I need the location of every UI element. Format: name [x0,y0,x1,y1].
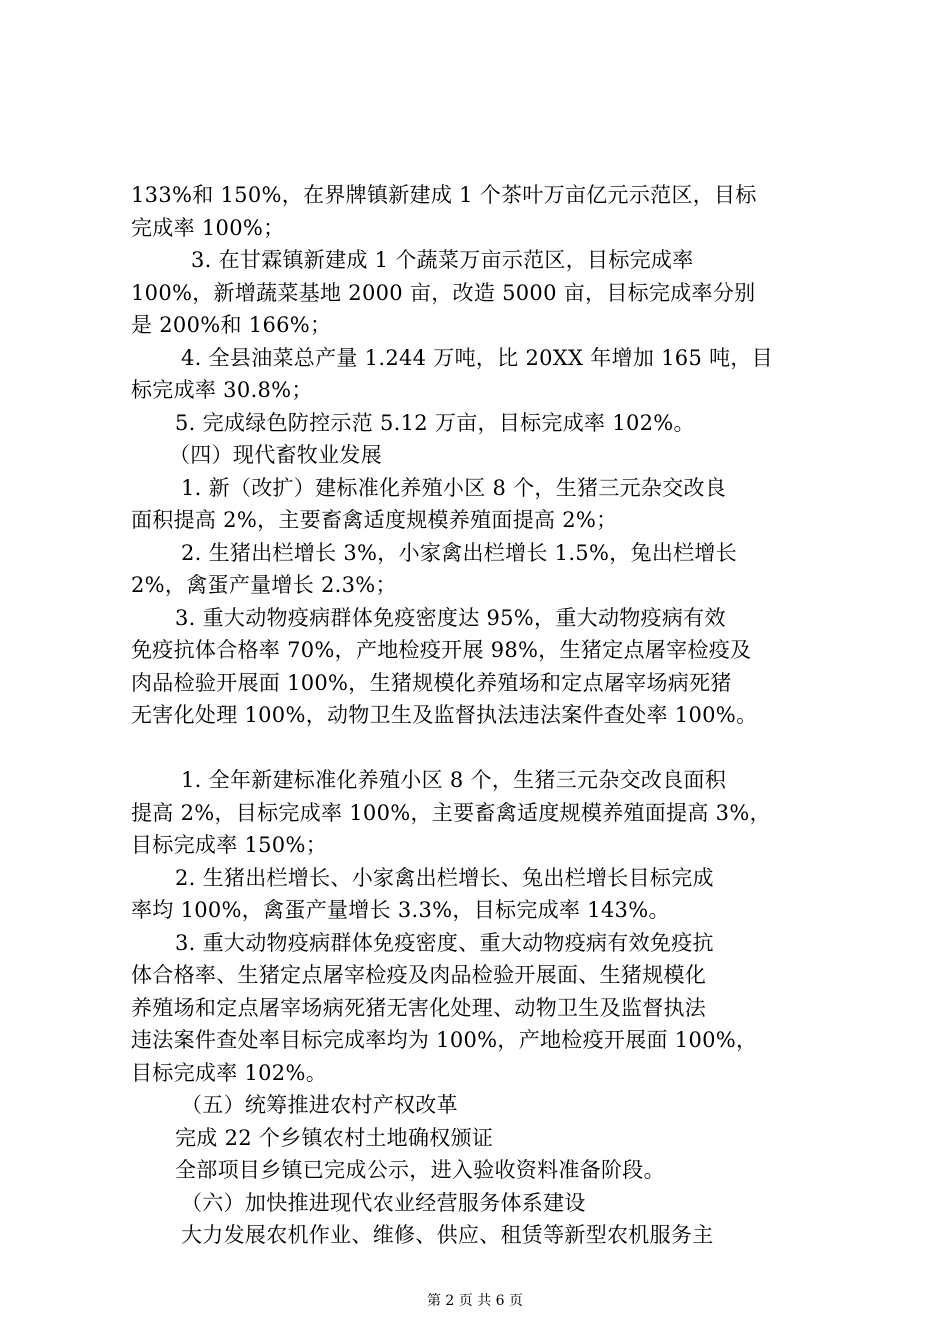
text-line: 目标完成率 150%； [131,833,328,857]
text-line: 3. 在甘霖镇新建成 1 个蔬菜万亩示范区，目标完成率 [191,248,694,272]
text-line: 目标完成率 102%。 [131,1060,328,1085]
text-line: 率均 100%，禽蛋产量增长 3.3%，目标完成率 143%。 [131,898,670,922]
text-line: 1. 新（改扩）建标准化养殖小区 8 个，生猪三元杂交改良 [181,475,727,500]
text-line: 全部项目乡镇已完成公示，进入验收资料准备阶段。 [175,1158,665,1182]
text-line: 是 200%和 166%； [131,313,332,337]
text-line: 2. 生猪出栏增长 3%，小家禽出栏增长 1.5%，兔出栏增长 [181,540,738,565]
text-line: 违法案件查处率目标完成率均为 100%，产地检疫开展面 100%， [131,1028,758,1052]
text-line: （五）统筹推进农村产权改革 [181,1093,458,1117]
text-line: 体合格率、生猪定点屠宰检疫及肉品检验开展面、生猪规模化 [131,963,707,987]
text-line: 提高 2%，目标完成率 100%，主要畜禽适度规模养殖面提高 3%， [131,800,771,825]
text-line: 100%，新增蔬菜基地 2000 亩，改造 5000 亩，目标完成率分别 [131,280,756,305]
text-line: 1. 全年新建标准化养殖小区 8 个，生猪三元杂交改良面积 [181,768,727,792]
text-line: 3. 重大动物疫病群体免疫密度、重大动物疫病有效免疫抗 [175,930,714,955]
text-line: 无害化处理 100%，动物卫生及监督执法违法案件查处率 100%。 [131,703,758,727]
text-line: （四）现代畜牧业发展 [169,443,382,467]
text-line: 完成率 100%； [131,215,285,240]
document-body [131,179,831,1252]
text-line: （六）加快推进现代农业经营服务体系建设 [181,1190,586,1215]
text-line: 2. 生猪出栏增长、小家禽出栏增长、兔出栏增长目标完成 [175,865,714,890]
text-line: 标完成率 30.8%； [131,378,313,402]
text-line: 完成 22 个乡镇农村土地确权颁证 [175,1125,494,1150]
text-line: 133%和 150%，在界牌镇新建成 1 个茶叶万亩亿元示范区，目标 [131,183,757,207]
text-line [131,732,831,765]
text-line: 肉品检验开展面 100%，生猪规模化养殖场和定点屠宰场病死猪 [131,670,732,695]
text-line: 大力发展农机作业、维修、供应、租赁等新型农机服务主 [181,1223,714,1247]
text-line: 养殖场和定点屠宰场病死猪无害化处理、动物卫生及监督执法 [131,995,707,1020]
text-line: 4. 全县油菜总产量 1.244 万吨，比 20XX 年增加 165 吨，目 [181,345,773,370]
text-line: 免疫抗体合格率 70%，产地检疫开展 98%，生猪定点屠宰检疫及 [131,638,752,662]
text-line: 面积提高 2%，主要畜禽适度规模养殖面提高 2%； [131,508,618,532]
text-line: 2%，禽蛋产量增长 2.3%； [131,573,397,597]
text-line: 3. 重大动物疫病群体免疫密度达 95%，重大动物疫病有效 [175,605,726,630]
text-line: 5. 完成绿色防控示范 5.12 万亩，目标完成率 102%。 [175,410,695,435]
page-footer: 第 2 页 共 6 页 [426,1293,524,1309]
